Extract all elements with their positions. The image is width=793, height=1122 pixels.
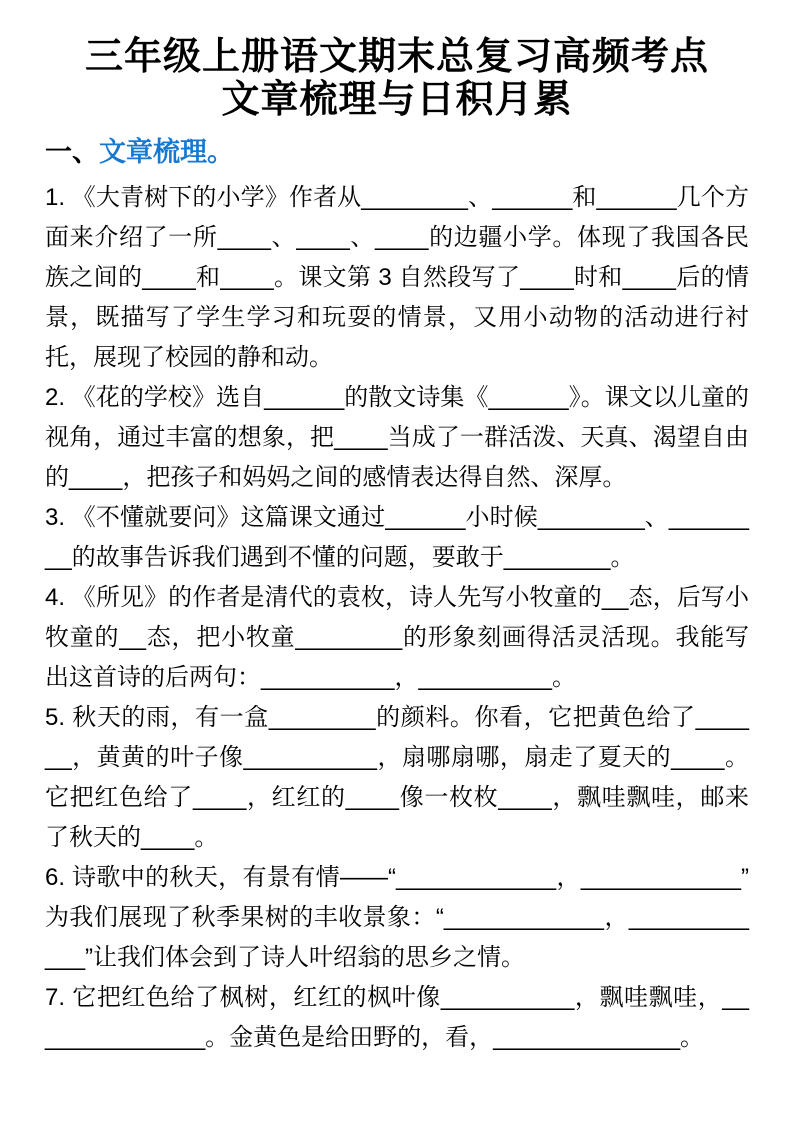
section-heading: [45, 135, 749, 170]
page-title-line-2: 文章梳理与日积月累: [221, 78, 573, 121]
worksheet-body: [45, 178, 749, 1058]
worksheet-item-4: 4. 《所见》的作者是清代的袁枚，诗人先写小牧童的__态，后写小牧童的__态，把小牧童________的形象刻画得活灵活现。我能写出这首诗的后两句：__________，__________。: [45, 584, 749, 692]
page-title-line-1: 三年级上册语文期末总复习高频考点: [84, 36, 709, 78]
section-number: 一、: [45, 137, 99, 168]
page-title: [45, 36, 749, 121]
worksheet-item-6: 6. 诗歌中的秋天，有景有情——“____________，____________”为我们展现了秋季果树的丰收景象：“____________，____________”让我们体会到了诗人叶绍翁的思乡之情。: [45, 864, 749, 972]
worksheet-item-5: 5. 秋天的雨，有一盒________的颜料。你看，它把黄色给了______，黄黄的叶子像__________，扇哪扇哪，扇走了夏天的____。它把红色给了____，红红的____像一枚枚____，飘哇飘哇，邮来了秋天的____。: [45, 704, 749, 852]
worksheet-item-2: 2. 《花的学校》选自______的散文诗集《______》。课文以儿童的视角，通过丰富的想象，把____当成了一群活泼、天真、渴望自由的____，把孩子和妈妈之间的感情表达得自然、深厚。: [45, 384, 749, 492]
worksheet-item-7: 7. 它把红色给了枫树，红红的枫叶像__________，飘哇飘哇，______________。金黄色是给田野的，看，______________。: [45, 984, 749, 1052]
worksheet-item-3: 3. 《不懂就要问》这篇课文通过______小时候________、________的故事告诉我们遇到不懂的问题，要敢于________。: [45, 504, 749, 572]
worksheet-item-1: 1. 《大青树下的小学》作者从________、______和______几个方面来介绍了一所____、____、____的边疆小学。体现了我国各民族之间的____和____。课文第 3 自然段写了____时和____后的情景，既描写了学生学习和玩耍的情景，又用小动物的活动进行衬托，展现了校园的静和动。: [45, 184, 749, 372]
section-name: 文章梳理。: [99, 137, 234, 168]
